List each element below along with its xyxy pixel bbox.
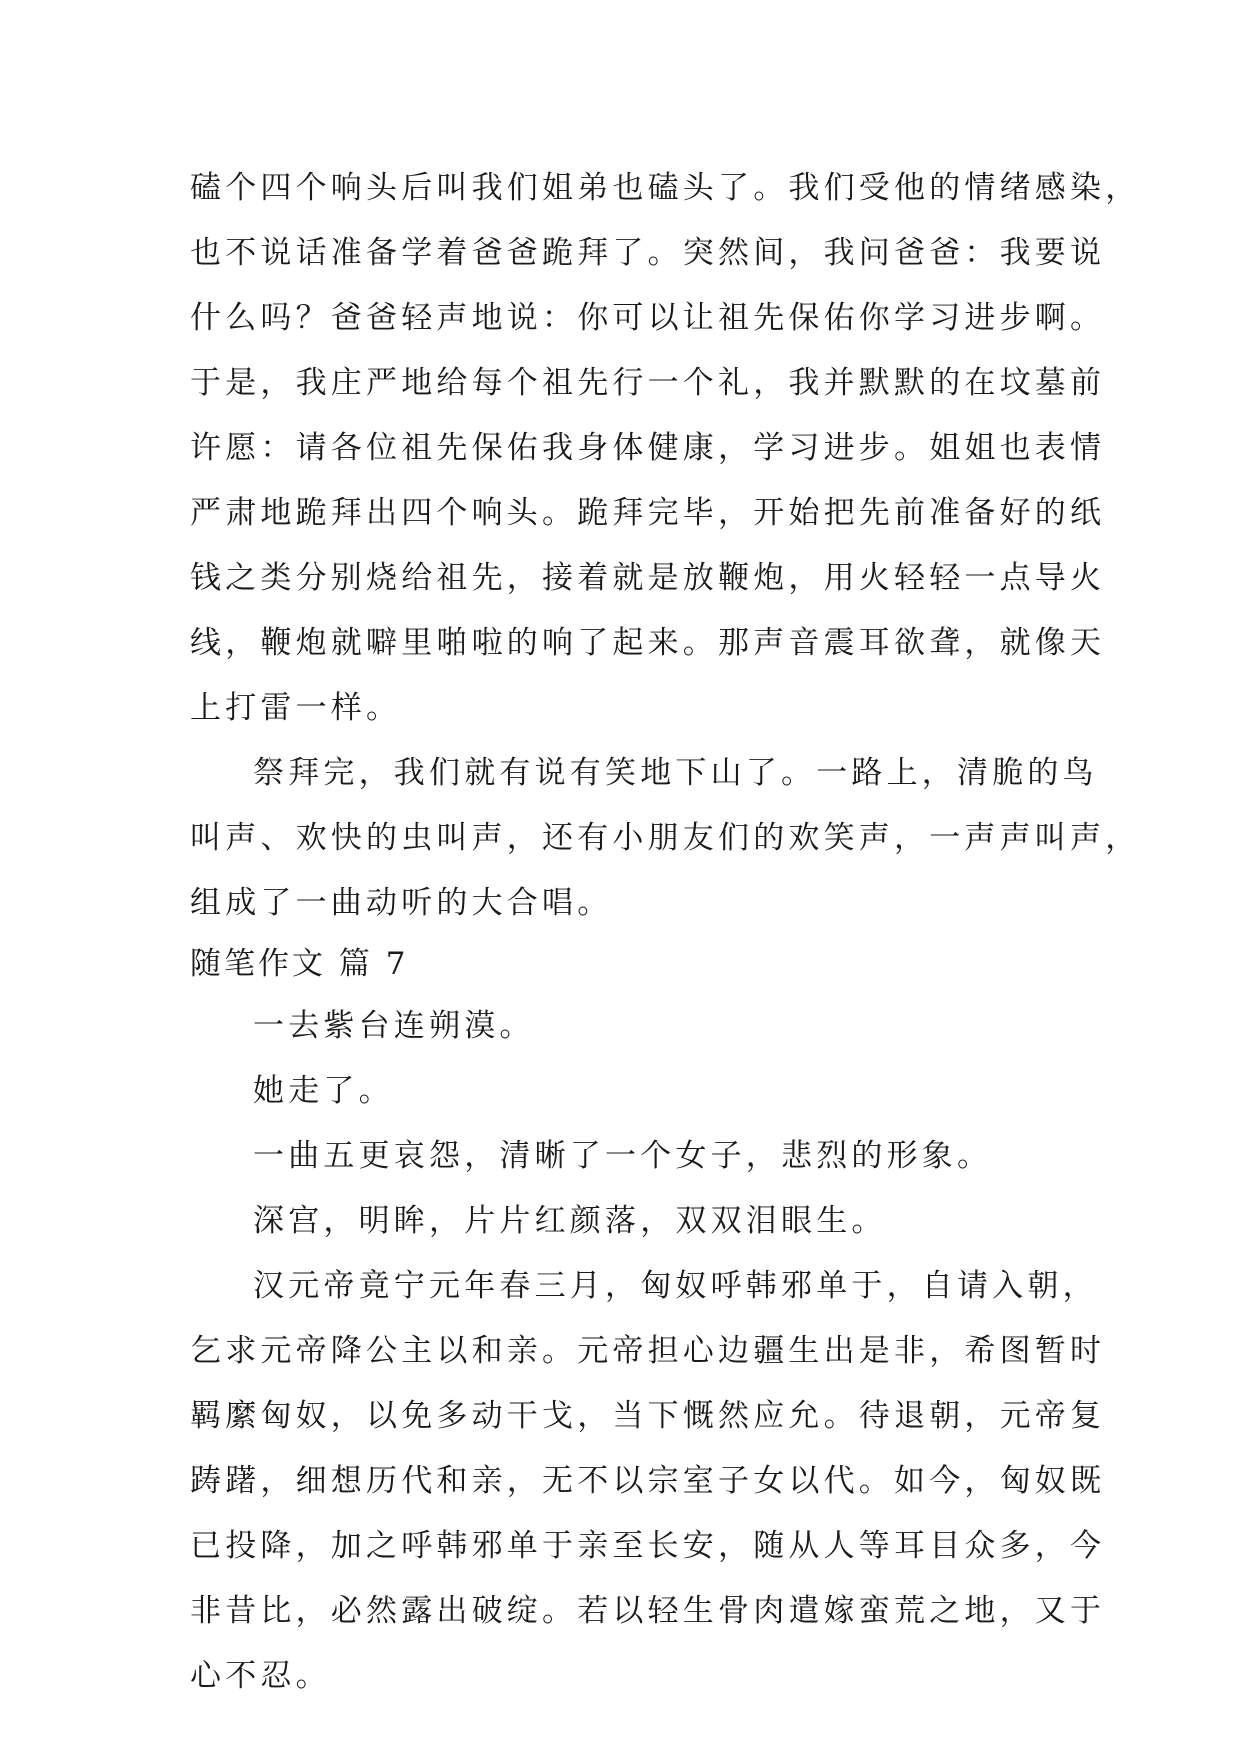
paragraph-line: 她走了。 [253,1073,394,1109]
paragraph-line: 许愿：请各位祖先保佑我身体健康，学习进步。姐姐也表情 [190,430,1106,466]
paragraph-line: 一去紫台连朔漠。 [253,1008,535,1044]
paragraph-line: 心不忍。 [190,1658,331,1694]
paragraph-line: 已投降，加之呼韩邪单于亲至长安，随从人等耳目众多，今 [190,1528,1106,1564]
paragraph-line: 组成了一曲动听的大合唱。 [190,885,613,921]
paragraph-line: 非昔比，必然露出破绽。若以轻生骨肉遣嫁蛮荒之地，又于 [190,1593,1106,1629]
paragraph-line: 一曲五更哀怨，清晰了一个女子，悲烈的形象。 [253,1138,993,1174]
paragraph-line: 乞求元帝降公主以和亲。元帝担心边疆生出是非，希图暂时 [190,1333,1106,1369]
paragraph-line: 上打雷一样。 [190,690,402,726]
paragraph-line: 叫声、欢快的虫叫声，还有小朋友们的欢笑声，一声声叫声， [190,820,1141,856]
paragraph-line: 汉元帝竟宁元年春三月，匈奴呼韩邪单于，自请入朝， [253,1268,1098,1304]
paragraph-line: 什么吗？爸爸轻声地说：你可以让祖先保佑你学习进步啊。 [190,300,1106,336]
paragraph-line: 祭拜完，我们就有说有笑地下山了。一路上，清脆的鸟 [253,755,1098,791]
paragraph-line: 羁縻匈奴，以免多动干戈，当下慨然应允。待退朝，元帝复 [190,1398,1106,1434]
paragraph-line: 也不说话准备学着爸爸跪拜了。突然间，我问爸爸：我要说 [190,235,1106,271]
paragraph-line: 踌躇，细想历代和亲，无不以宗室子女以代。如今，匈奴既 [190,1463,1106,1499]
paragraph-line: 严肃地跪拜出四个响头。跪拜完毕，开始把先前准备好的纸 [190,495,1106,531]
paragraph-line: 磕个四个响头后叫我们姐弟也磕头了。我们受他的情绪感染， [190,170,1141,206]
paragraph-line: 于是，我庄严地给每个祖先行一个礼，我并默默的在坟墓前 [190,365,1106,401]
paragraph-line: 钱之类分别烧给祖先，接着就是放鞭炮，用火轻轻一点导火 [190,560,1106,596]
paragraph-line: 深宫，明眸，片片红颜落，双双泪眼生。 [253,1203,887,1239]
section-heading: 随笔作文 篇 7 [190,946,409,982]
paragraph-line: 线，鞭炮就噼里啪啦的响了起来。那声音震耳欲聋，就像天 [190,625,1106,661]
